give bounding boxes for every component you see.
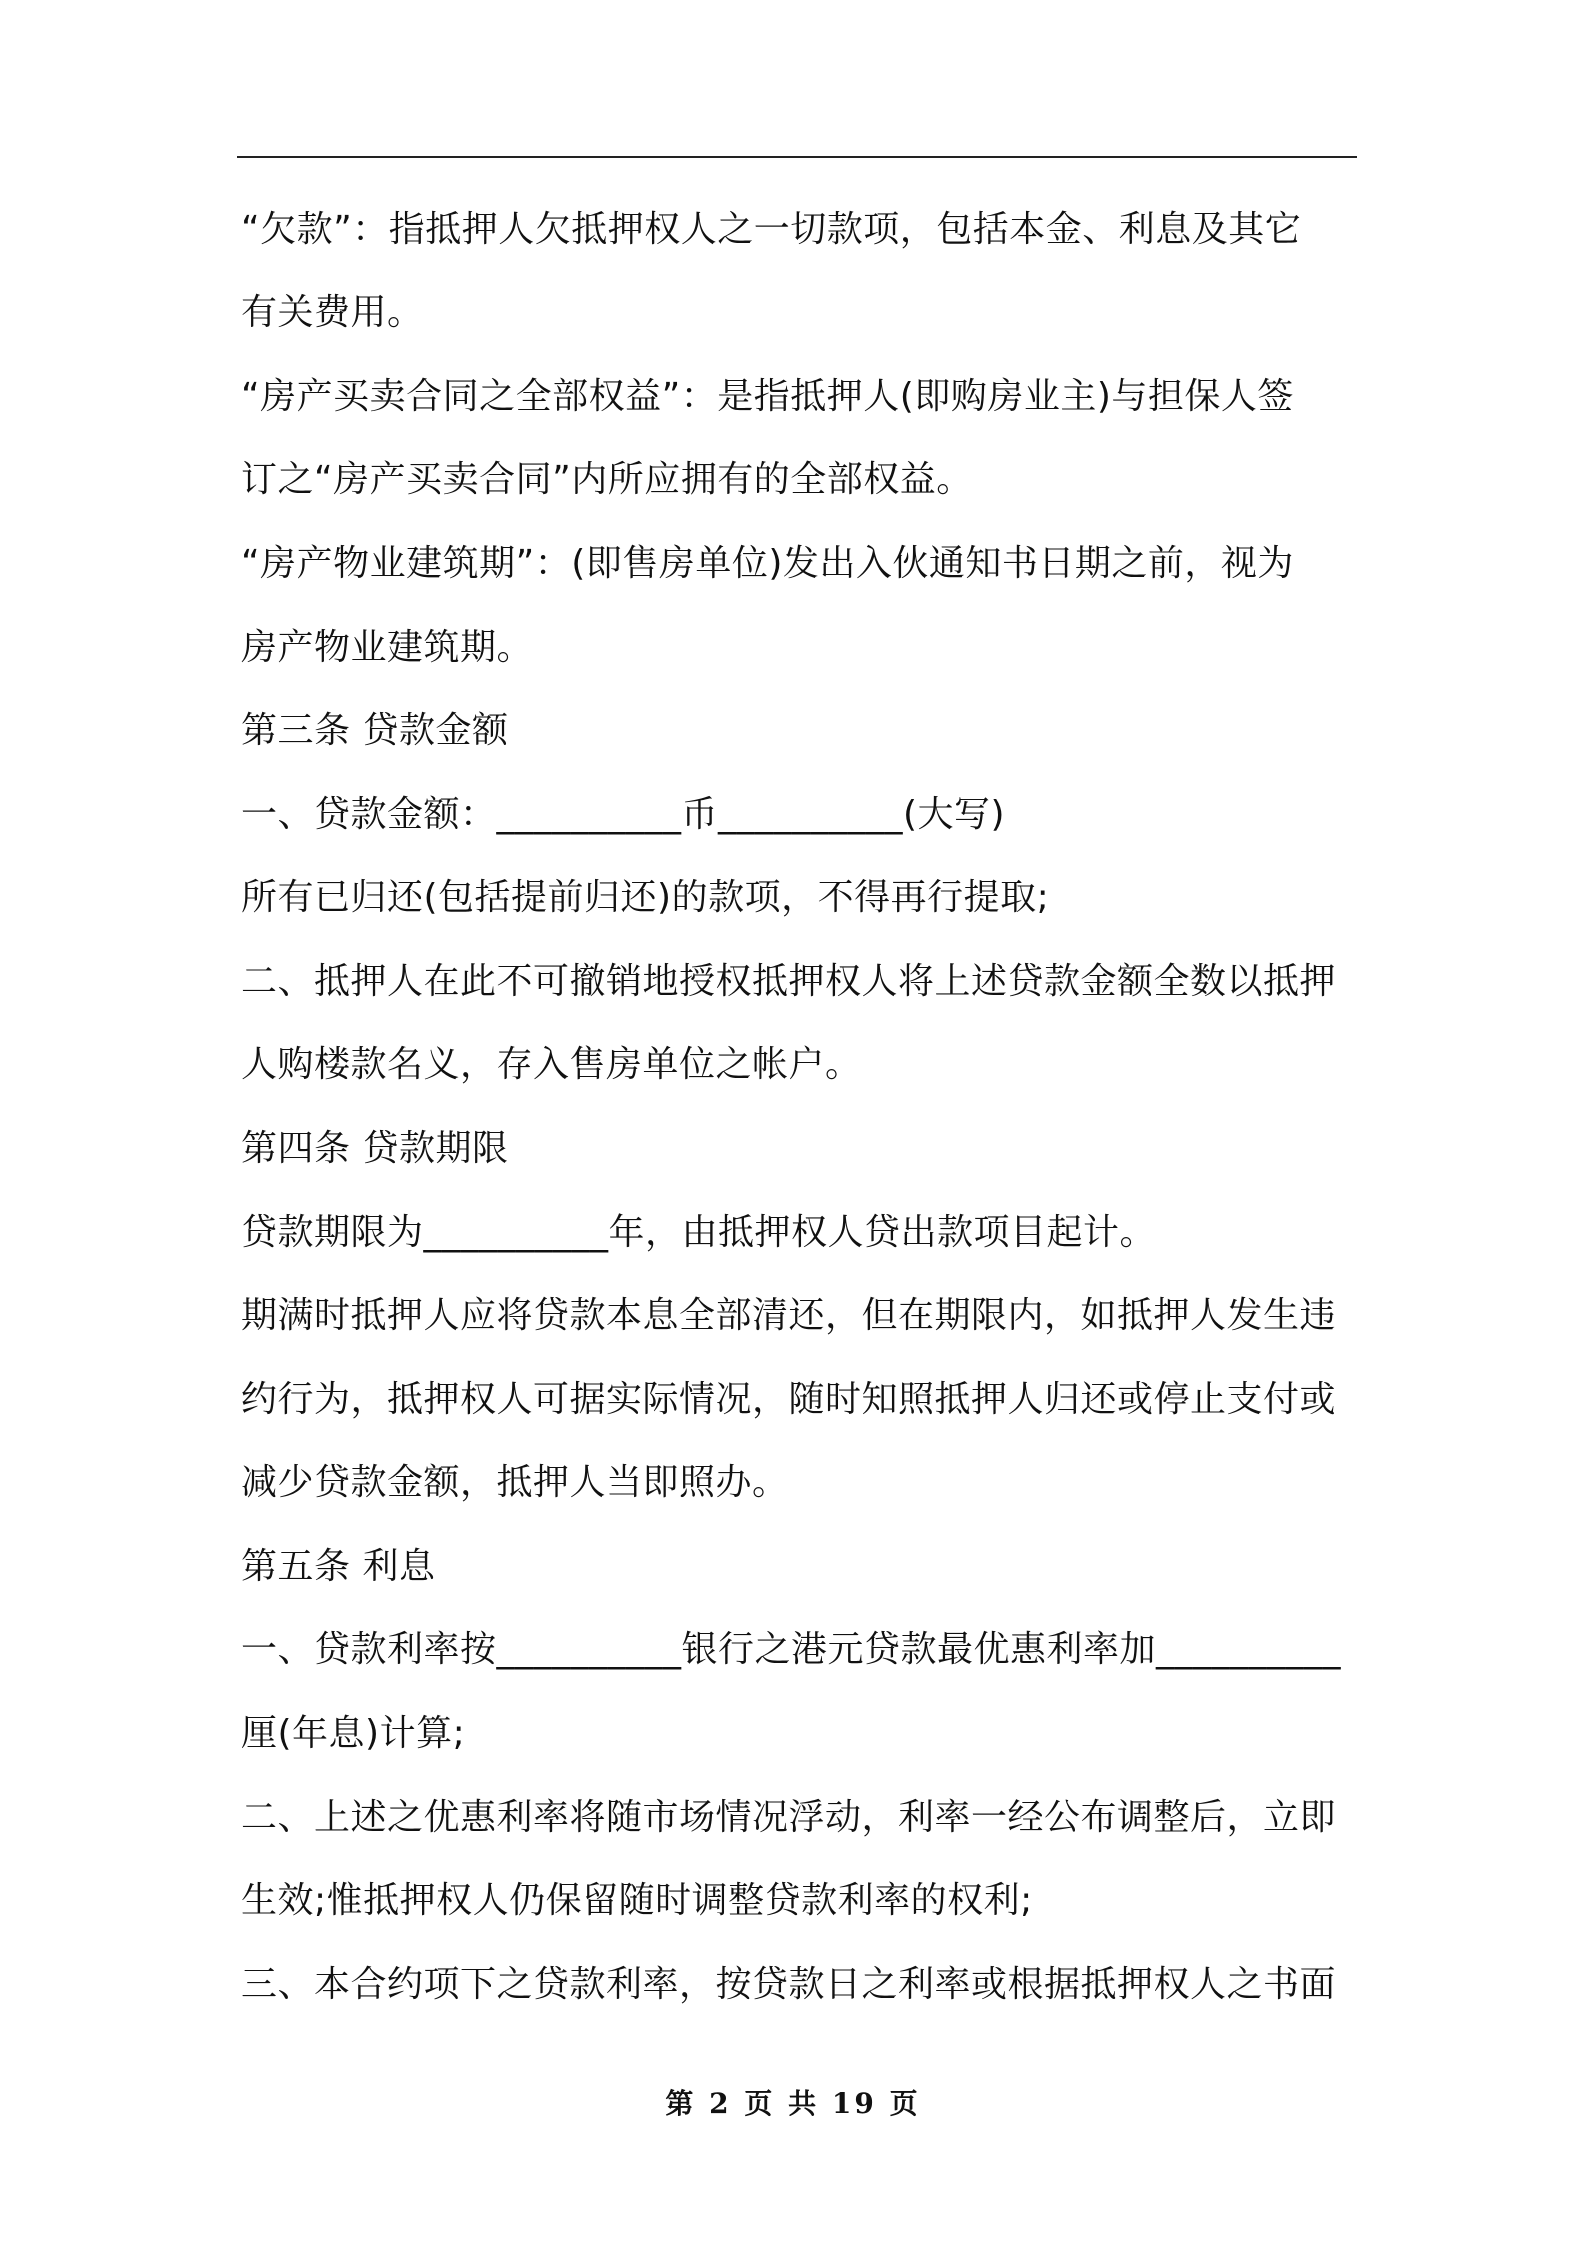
text-line: 生效;惟抵押权人仍保留随时调整贷款利率的权利; [241,1880,1033,1921]
section-heading: 第五条 利息 [241,1546,436,1587]
section-heading: 第三条 贷款金额 [241,710,509,751]
section-heading: 第四条 贷款期限 [241,1128,509,1169]
page-number: 第 2 页 共 19 页 [665,2087,921,2120]
text-line: 订之“房产买卖合同”内所应拥有的全部权益。 [241,459,973,500]
text-line: 一、贷款金额：__________币__________(大写) [241,794,1006,835]
header-rule [237,156,1357,158]
text-line: 厘(年息)计算; [241,1713,466,1754]
text-line: “欠款”：指抵押人欠抵押权人之一切款项，包括本金、利息及其它 [241,209,1302,250]
text-line: 一、贷款利率按__________银行之港元贷款最优惠利率加__________ [241,1629,1342,1670]
text-line: 有关费用。 [241,292,424,333]
text-line: 二、抵押人在此不可撤销地授权抵押权人将上述贷款金额全数以抵押 [241,961,1337,1002]
text-line: 二、上述之优惠利率将随市场情况浮动，利率一经公布调整后，立即 [241,1797,1337,1838]
text-line: 三、本合约项下之贷款利率，按贷款日之利率或根据抵押权人之书面 [241,1964,1337,2005]
text-line: 贷款期限为__________年，由抵押权人贷出款项目起计。 [241,1212,1157,1253]
text-line: “房产买卖合同之全部权益”：是指抵押人(即购房业主)与担保人签 [241,376,1294,417]
text-line: 房产物业建筑期。 [241,627,534,668]
text-line: 所有已归还(包括提前归还)的款项，不得再行提取; [241,877,1050,918]
text-line: 人购楼款名义，存入售房单位之帐户。 [241,1044,862,1085]
text-line: 约行为，抵押权人可据实际情况，随时知照抵押人归还或停止支付或 [241,1379,1337,1420]
text-line: 期满时抵押人应将贷款本息全部清还，但在期限内，如抵押人发生违 [241,1295,1337,1336]
text-line: 减少贷款金额，抵押人当即照办。 [241,1462,789,1503]
text-line: “房产物业建筑期”：(即售房单位)发出入伙通知书日期之前，视为 [241,543,1294,584]
